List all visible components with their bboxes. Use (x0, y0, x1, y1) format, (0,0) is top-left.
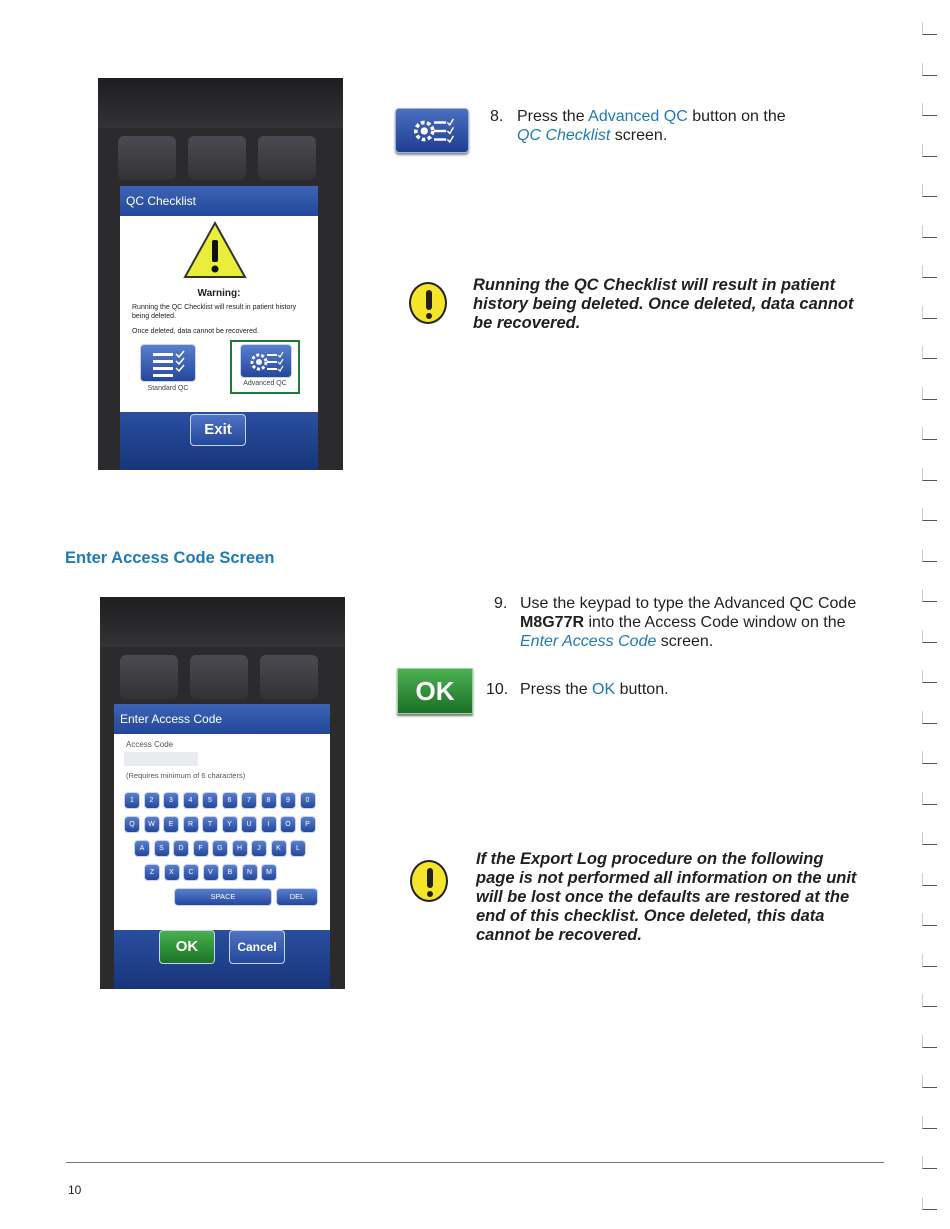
binder-tick (922, 144, 937, 157)
warning-triangle-icon (182, 220, 248, 280)
qc-checklist-title-bar: QC Checklist (120, 186, 318, 216)
key-e[interactable]: E (163, 816, 179, 833)
binder-tick (922, 751, 937, 764)
binder-tick (922, 1116, 937, 1129)
gear-checklist-icon (247, 348, 287, 376)
step-8-post: screen. (610, 127, 668, 144)
list-check-icon (151, 350, 187, 378)
exit-button[interactable]: Exit (190, 414, 246, 446)
access-code-label: Access Code (126, 740, 174, 749)
tools-nav-button (260, 655, 318, 699)
binder-tick (922, 22, 937, 35)
key-w[interactable]: W (144, 816, 160, 833)
key-1[interactable]: 1 (124, 792, 140, 809)
binder-tick (922, 1197, 937, 1210)
key-u[interactable]: U (241, 816, 257, 833)
binder-tick (922, 549, 937, 562)
key-6[interactable]: 6 (222, 792, 238, 809)
warning-line-2: Once deleted, data cannot be recovered. (132, 328, 259, 335)
cancel-button[interactable]: Cancel (229, 930, 285, 964)
key-l[interactable]: L (290, 840, 306, 857)
step-8-screen-name: QC Checklist (517, 127, 611, 144)
binder-tick (922, 63, 937, 76)
step-8-text (517, 107, 837, 145)
key-n[interactable]: N (242, 864, 258, 881)
binder-tick (922, 1156, 937, 1169)
key-p[interactable]: P (300, 816, 316, 833)
key-g[interactable]: G (212, 840, 228, 857)
ok-thumbnail: OK (397, 668, 473, 714)
section-heading: Enter Access Code Screen (65, 549, 275, 567)
page-number: 10 (68, 1183, 82, 1197)
key-c[interactable]: C (183, 864, 199, 881)
document-nav-button (190, 655, 248, 699)
binder-tick (922, 427, 937, 440)
access-code-footer (114, 930, 330, 989)
caution-icon (410, 860, 448, 902)
qc-checklist-panel (120, 216, 318, 412)
binder-tick (922, 103, 937, 116)
binder-tick (922, 468, 937, 481)
key-o[interactable]: O (280, 816, 296, 833)
step-10-pre: Press the (520, 681, 593, 698)
step-8 (490, 107, 850, 147)
warning-title: Warning: (197, 288, 241, 299)
binder-tick (922, 1075, 937, 1088)
key-v[interactable]: V (203, 864, 219, 881)
key-5[interactable]: 5 (202, 792, 218, 809)
step-10-post: button. (615, 681, 669, 698)
key-j[interactable]: J (251, 840, 267, 857)
key-9[interactable]: 9 (280, 792, 296, 809)
warning-2-text: If the Export Log procedure on the following page is not performed all information on the unit will be lost once the defaults are restored at the end of this checklist. Once deleted, this data cannot be recovered. (476, 850, 857, 944)
step-9-screen-name: Enter Access Code (520, 633, 657, 650)
binder-tick (922, 913, 937, 926)
key-b[interactable]: B (222, 864, 238, 881)
key-y[interactable]: Y (222, 816, 238, 833)
step-10-link: OK (592, 681, 616, 698)
binder-tick (922, 630, 937, 643)
caution-icon (409, 282, 447, 324)
key-8[interactable]: 8 (261, 792, 277, 809)
step-9-number: 9. (494, 595, 508, 612)
binder-tick (922, 265, 937, 278)
binder-tick (922, 387, 937, 400)
space-key[interactable]: SPACE (174, 888, 272, 906)
tools-nav-button (258, 136, 316, 180)
step-8-mid: button on the (687, 108, 786, 125)
binder-tick (922, 711, 937, 724)
step-10 (486, 680, 786, 700)
step-9-post: screen. (656, 633, 714, 650)
binder-tick (922, 954, 937, 967)
gear-checklist-icon (409, 114, 459, 148)
binder-tick (922, 346, 937, 359)
advanced-qc-button[interactable] (240, 344, 292, 378)
advanced-qc-label: Advanced QC (243, 380, 287, 387)
key-4[interactable]: 4 (183, 792, 199, 809)
step-9-pre: Use the keypad to type the Advanced QC Code (520, 595, 857, 612)
key-7[interactable]: 7 (241, 792, 257, 809)
access-code-requirement: (Requires minimum of 6 characters) (126, 771, 246, 780)
access-code-title-bar: Enter Access Code (114, 704, 330, 734)
binder-tick (922, 1035, 937, 1048)
home-nav-button (118, 136, 176, 180)
advanced-qc-thumbnail (395, 108, 469, 153)
step-9-mid: into the Access Code window on the (584, 614, 846, 631)
binder-tick (922, 792, 937, 805)
footer-rule (66, 1162, 884, 1163)
step-9-code: M8G77R (520, 614, 585, 631)
key-2[interactable]: 2 (144, 792, 160, 809)
advanced-qc-highlight[interactable] (230, 340, 300, 394)
step-9-text (520, 594, 860, 651)
key-x[interactable]: X (164, 864, 180, 881)
key-d[interactable]: D (173, 840, 189, 857)
qc-checklist-screenshot (98, 78, 343, 470)
device-top-bar (100, 597, 345, 647)
step-9 (494, 594, 864, 654)
key-q[interactable]: Q (124, 816, 140, 833)
binder-tick (922, 589, 937, 602)
key-i[interactable]: I (261, 816, 277, 833)
key-m[interactable]: M (261, 864, 277, 881)
binder-tick (922, 508, 937, 521)
standard-qc-label: Standard QC (147, 385, 189, 392)
key-a[interactable]: A (134, 840, 150, 857)
key-f[interactable]: F (193, 840, 209, 857)
key-t[interactable]: T (202, 816, 218, 833)
key-r[interactable]: R (183, 816, 199, 833)
step-8-link: Advanced QC (588, 108, 688, 125)
binder-tick (922, 994, 937, 1007)
access-code-panel (114, 734, 330, 930)
key-s[interactable]: S (154, 840, 170, 857)
step-10-number: 10. (486, 681, 509, 698)
enter-access-code-screenshot (100, 597, 345, 989)
binder-tick (922, 873, 937, 886)
binder-tick (922, 306, 937, 319)
key-k[interactable]: K (271, 840, 287, 857)
document-nav-button (188, 136, 246, 180)
home-nav-button (120, 655, 178, 699)
key-0[interactable]: 0 (300, 792, 316, 809)
binder-tick (922, 225, 937, 238)
warning-1-text: Running the QC Checklist will result in patient history being deleted. Once deleted, data cannot be recovered. (473, 276, 854, 332)
ok-button[interactable]: OK (159, 930, 215, 964)
del-key[interactable]: DEL (276, 888, 318, 906)
key-z[interactable]: Z (144, 864, 160, 881)
binder-tick (922, 670, 937, 683)
key-h[interactable]: H (232, 840, 248, 857)
binder-tick (922, 184, 937, 197)
qc-checklist-footer (120, 412, 318, 470)
device-top-bar (98, 78, 343, 128)
warning-line-1: Running the QC Checklist will result in patient history being deleted. (132, 304, 297, 320)
key-3[interactable]: 3 (163, 792, 179, 809)
binder-tick (922, 832, 937, 845)
step-8-pre: Press the (517, 108, 589, 125)
step-8-number: 8. (490, 108, 504, 125)
step-10-text (520, 680, 780, 699)
standard-qc-button[interactable] (140, 344, 196, 382)
